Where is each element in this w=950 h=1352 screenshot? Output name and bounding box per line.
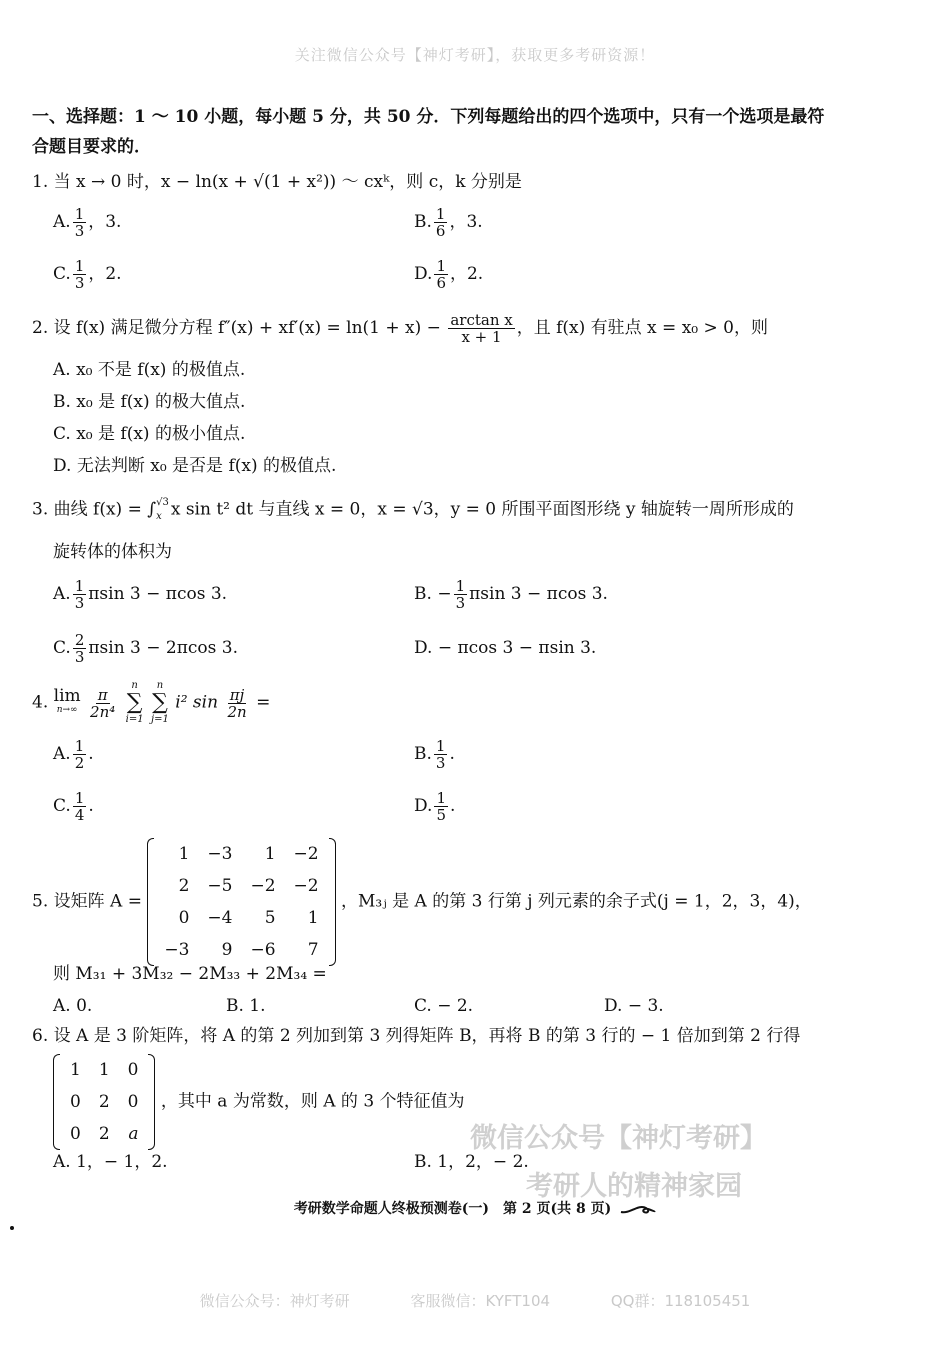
q3-option-a: [53, 578, 227, 611]
fraction-numerator: 1: [74, 577, 85, 595]
fraction-denominator: 3: [74, 594, 85, 612]
integral-limits: [156, 496, 169, 524]
fraction-denominator: 2n: [227, 702, 247, 721]
option-label: D.: [414, 638, 433, 658]
stray-dot: [10, 1226, 14, 1230]
matrix-right-bracket: [329, 838, 336, 966]
matrix-right-bracket: [148, 1054, 155, 1150]
fraction-numerator: arctan x: [450, 311, 513, 329]
fraction: [73, 790, 87, 823]
option-text: πsin 3 − πcos 3.: [469, 584, 608, 604]
fraction-denominator: 3: [455, 594, 466, 612]
fraction: [448, 312, 514, 345]
q5-option-a: A. 0.: [53, 996, 93, 1016]
matrix-cell: −5: [207, 876, 233, 896]
fraction: [73, 632, 87, 665]
option-text: ，2.: [88, 264, 122, 284]
matrix-cell: 5: [264, 908, 276, 928]
matrix-cell: −4: [207, 908, 233, 928]
fraction-denominator: 3: [74, 222, 85, 240]
sigma-icon: ∑: [152, 690, 168, 715]
option-label: B.: [414, 584, 432, 604]
matrix-cell: 0: [70, 1124, 81, 1144]
matrix-cell: −6: [250, 940, 276, 960]
q2-option-c: C. x₀ 是 f(x) 的极小值点.: [53, 424, 246, 444]
option-label: B.: [414, 744, 432, 764]
sum-i: [126, 680, 144, 726]
section-header: 一、选择题：1 ～ 10 小题，每小题 5 分，共 50 分．下列每题给出的四个选项中，只有一个选项是最符合题目要求的．: [32, 107, 825, 157]
fraction-numerator: 1: [74, 205, 85, 223]
matrix-row: [155, 902, 327, 934]
matrix-cell: 0: [70, 1092, 81, 1112]
question-3-stem-line2: 旋转体的体积为: [53, 542, 172, 562]
integral-lower: x: [156, 511, 162, 522]
matrix-cell: 1: [70, 1060, 81, 1080]
matrix-cell: 0: [127, 1060, 139, 1080]
question-5-prefix: 5. 设矩阵 A =: [32, 891, 142, 912]
matrix-cell: 0: [178, 908, 190, 928]
q4-option-c: C. $\frac{1}{4}$ .: [53, 789, 94, 824]
fraction: [88, 687, 117, 720]
question-3-text-a: 3. 曲线 f(x) = ∫: [32, 499, 157, 520]
q4-option-b: B. $\frac{1}{3}$ .: [414, 737, 455, 772]
q1-option-b: [414, 206, 483, 239]
page-footer: [0, 1198, 950, 1218]
fraction-denominator: 2n⁴: [90, 702, 116, 721]
fraction-numerator: πj: [229, 685, 245, 704]
question-6-stem: 6. 设 A 是 3 阶矩阵，将 A 的第 2 列加到第 3 列得矩阵 B，再将 B 的第 3 行的 − 1 倍加到第 2 行得: [32, 1026, 801, 1046]
sigma-icon: ∑: [126, 690, 143, 715]
q5-option-c: C. − 2.: [414, 996, 474, 1016]
ornament-icon: [620, 1202, 656, 1216]
limit: [53, 686, 81, 717]
matrix-result-table: [61, 1054, 147, 1150]
matrix-cell: 1: [264, 844, 276, 864]
matrix-left-bracket: [53, 1054, 60, 1150]
fraction: [73, 258, 87, 291]
fraction: [454, 578, 468, 611]
fraction: [434, 258, 448, 291]
matrix-cell: 9: [221, 940, 233, 960]
fraction-denominator: x + 1: [461, 328, 502, 346]
fraction: [434, 206, 448, 239]
matrix-cell: 2: [98, 1124, 110, 1144]
fraction: [73, 578, 87, 611]
q1-option-a: [53, 206, 121, 239]
option-text: − πcos 3 − πsin 3.: [437, 638, 597, 658]
option-label: D.: [414, 796, 433, 816]
matrix-cell: 1: [98, 1060, 110, 1080]
matrix-cell: −2: [293, 844, 319, 864]
fraction: [434, 790, 448, 823]
q2-option-d: D. 无法判断 x₀ 是否是 f(x) 的极值点.: [53, 456, 337, 476]
mid-watermark-1: 微信公众号【神灯考研】: [470, 1123, 767, 1154]
q2-option-a: A. x₀ 不是 f(x) 的极值点.: [53, 360, 246, 380]
sum-top: n: [156, 680, 164, 691]
option-label: C.: [53, 796, 71, 816]
q6-option-a: A. 1，− 1，2.: [53, 1152, 168, 1172]
option-text: ，2.: [449, 264, 484, 284]
matrix-result: [53, 1054, 155, 1150]
q3-option-d: [414, 636, 596, 660]
fraction-numerator: 1: [435, 737, 446, 755]
q4-option-d: D. $\frac{1}{5}$ .: [414, 789, 456, 824]
matrix-cell: 1: [307, 908, 319, 928]
sum-bottom: i=1: [125, 714, 144, 725]
bottom-watermark-qq: QQ群：118105451: [610, 1292, 751, 1310]
fraction-denominator: 4: [74, 806, 85, 824]
limit-sub: n→∞: [56, 705, 78, 715]
mid-watermark-2: 考研人的精神家园: [526, 1171, 742, 1202]
matrix-cell: 2: [178, 876, 190, 896]
fraction-numerator: 1: [455, 577, 466, 595]
matrix-row: [155, 870, 327, 902]
matrix-cell: 1: [178, 844, 190, 864]
option-label: B.: [414, 212, 432, 232]
fraction-numerator: 1: [435, 205, 446, 223]
option-label: C.: [53, 638, 71, 658]
matrix-A-table: [155, 838, 327, 966]
top-watermark: 关注微信公众号【神灯考研】，获取更多考研资源！: [294, 46, 656, 64]
sum-top: n: [131, 680, 138, 691]
option-sign: −: [437, 584, 452, 604]
fraction: [434, 738, 448, 771]
fraction-numerator: π: [97, 685, 108, 704]
matrix-cell: 2: [98, 1092, 110, 1112]
option-label: A.: [53, 584, 71, 604]
fraction-numerator: 1: [436, 789, 446, 807]
bottom-watermark-service: 客服微信：KYFT104: [410, 1292, 551, 1310]
sum-j: [151, 680, 169, 726]
fraction-denominator: 3: [435, 754, 446, 772]
fraction-numerator: 1: [436, 257, 446, 275]
matrix-cell: 7: [307, 940, 319, 960]
matrix-row: [61, 1054, 147, 1086]
question-1-prefix: 1. 当: [32, 172, 77, 192]
question-4-prefix: 4.: [32, 692, 49, 713]
option-text: ，3.: [88, 212, 122, 232]
fraction-numerator: 1: [74, 789, 85, 807]
q1-option-c: [53, 258, 122, 291]
question-6-suffix: ，其中 a 为常数，则 A 的 3 个特征值为: [160, 1091, 465, 1112]
matrix-left-bracket: [147, 838, 154, 966]
option-text: ，3.: [449, 212, 483, 232]
question-6-matrix-line: [53, 1054, 465, 1150]
sum-body: i² sin: [175, 692, 219, 713]
question-4-stem: [32, 680, 270, 726]
fraction-denominator: 3: [74, 648, 85, 666]
sum-bottom: j=1: [151, 714, 169, 725]
question-5-line2: 则 M₃₁ + 3M₃₂ − 2M₃₃ + 2M₃₄ =: [53, 964, 327, 984]
option-label: C.: [53, 264, 71, 284]
fraction-numerator: 2: [74, 631, 85, 649]
q5-option-d: D. − 3.: [604, 996, 664, 1016]
option-label: D.: [414, 264, 433, 284]
fraction: [225, 687, 248, 720]
matrix-cell: −2: [293, 876, 319, 896]
integral-upper: √3: [156, 497, 169, 508]
fraction-denominator: 6: [435, 222, 446, 240]
fraction-denominator: 5: [436, 806, 446, 824]
question-5-suffix: ，M₃ⱼ 是 A 的第 3 行第 j 列元素的余子式(j = 1，2，3，4)，: [341, 891, 812, 912]
limit-label: lim: [53, 686, 81, 706]
q4-option-a: A. $\frac{1}{2}$ .: [53, 737, 94, 772]
matrix-cell: −3: [207, 844, 233, 864]
question-2-stem: [32, 312, 768, 345]
question-3-text-b: x sin t² dt 与直线 x = 0，x = √3，y = 0 所围平面图形绕 y 轴旋转一周所形成的: [170, 499, 794, 520]
question-2-text-b: ，且 f(x) 有驻点 x = x₀ > 0，则: [516, 318, 768, 338]
q2-option-b: B. x₀ 是 f(x) 的极大值点.: [53, 392, 246, 412]
question-5-stem: [32, 838, 812, 966]
fraction-denominator: 3: [74, 274, 85, 292]
q5-option-b: B. 1.: [226, 996, 266, 1016]
fraction-numerator: 1: [74, 737, 85, 755]
footer-text: 考研数学命题人终极预测卷(一) 第 2 页(共 8 页): [293, 1201, 612, 1217]
matrix-cell: 0: [127, 1092, 139, 1112]
fraction-denominator: 2: [74, 754, 85, 772]
option-text: πsin 3 − πcos 3.: [88, 584, 228, 604]
matrix-cell: −2: [250, 876, 276, 896]
q3-option-b: [414, 578, 608, 611]
matrix-cell: a: [128, 1124, 139, 1144]
equals-sign: =: [256, 692, 271, 713]
q6-option-b: B. 1，2，− 2.: [414, 1152, 529, 1172]
fraction-numerator: 1: [74, 257, 85, 275]
q1-option-d: [414, 258, 483, 291]
option-label: A.: [53, 212, 71, 232]
option-label: A.: [53, 744, 71, 764]
matrix-row: [61, 1118, 147, 1150]
matrix-row: [61, 1086, 147, 1118]
matrix-cell: −3: [164, 940, 190, 960]
question-3-stem: [32, 496, 794, 524]
bottom-watermark-wechat: 微信公众号：神灯考研: [199, 1292, 350, 1310]
q3-option-c: [53, 632, 238, 665]
question-2-text-a: 2. 设 f(x) 满足微分方程 f″(x) + xf′(x) = ln(1 + x) −: [32, 318, 447, 338]
fraction: [73, 738, 87, 771]
question-1-text: x → 0 时，x − ln(x + √(1 + x²)) ～ cxᵏ，则 c，k 分别是: [76, 172, 522, 192]
question-1-stem: [32, 170, 522, 194]
fraction-denominator: 6: [436, 274, 446, 292]
matrix-A: [147, 838, 335, 966]
fraction: [73, 206, 87, 239]
matrix-row: [155, 838, 327, 870]
option-text: πsin 3 − 2πcos 3.: [88, 638, 239, 658]
bottom-watermark: [0, 1290, 950, 1311]
